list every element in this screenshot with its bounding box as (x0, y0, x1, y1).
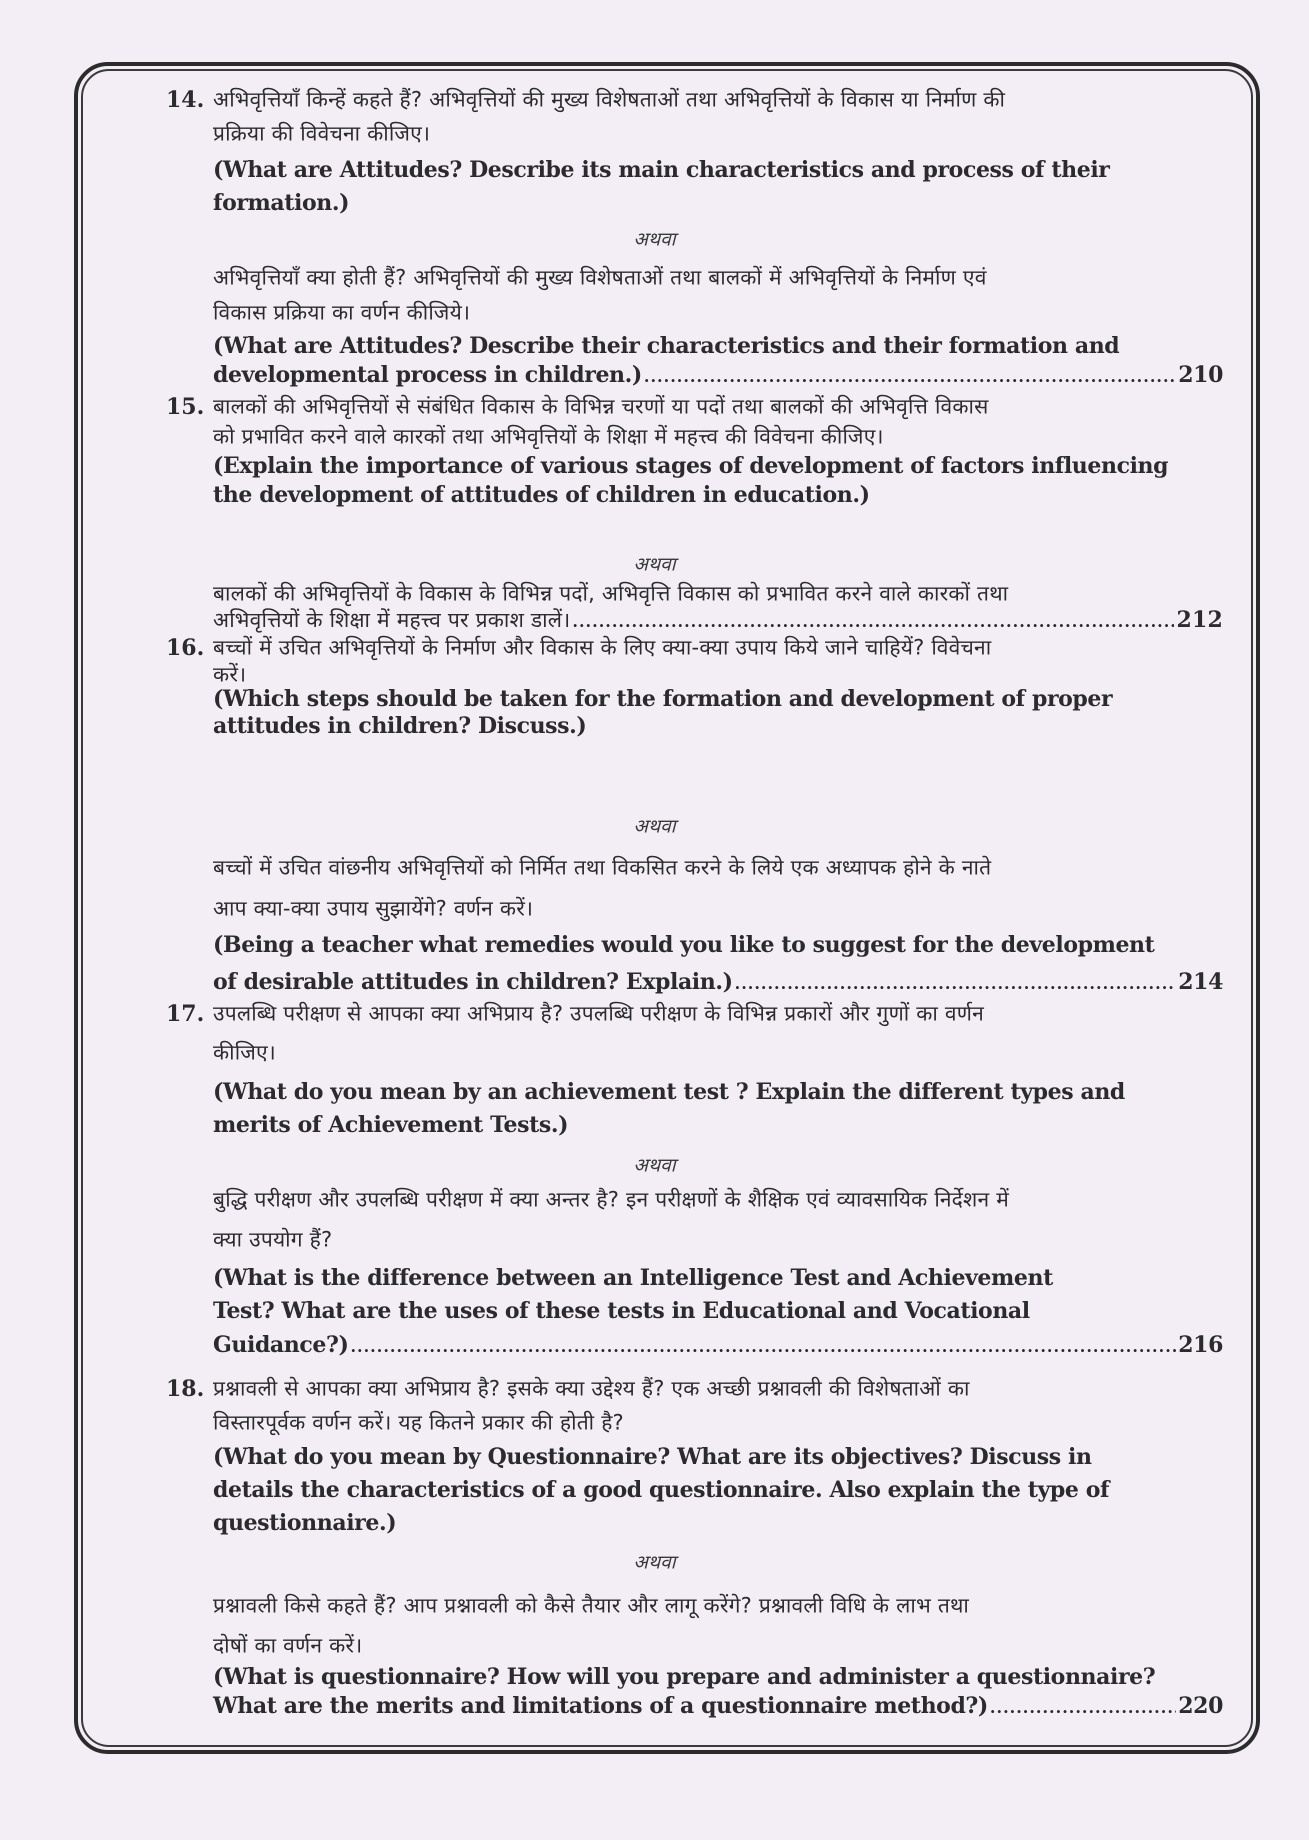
dot-leader (990, 1700, 1176, 1716)
or-separator: अथवा (633, 553, 676, 576)
question-hindi-line: विस्तारपूर्वक वर्णन करें। यह कितने प्रकार की होती है? (213, 1410, 624, 1435)
question-english-line: (What are Attitudes? Describe its main characteristics and process of their (213, 157, 1110, 183)
question-english-line: questionnaire.) (213, 1510, 397, 1536)
question-number: 16. (166, 635, 205, 661)
alt-hindi-line: अभिवृत्तियों के शिक्षा में महत्त्व पर प्रकाश डालें। (213, 608, 571, 632)
alt-english-line: of desirable attitudes in children? Explain.) (213, 969, 733, 995)
alt-english-line: (What is the difference between an Intelligence Test and Achievement (213, 1265, 1053, 1291)
question-hindi-line: कीजिए। (213, 1040, 276, 1065)
or-separator: अथवा (633, 1551, 676, 1574)
toc-entry-leader (213, 1695, 1223, 1717)
question-hindi-line: बालकों की अभिवृत्तियों से संबंधित विकास के विभिन्न चरणों या पदों तथा बालकों की अभिवृत्ति विकास (213, 394, 989, 419)
question-english-line: (Explain the importance of various stages of development of factors influencing (213, 453, 1169, 479)
question-english-line: (What do you mean by Questionnaire? What are its objectives? Discuss in (213, 1444, 1092, 1470)
or-separator: अथवा (633, 815, 676, 838)
toc-entry-leader (213, 364, 1223, 386)
question-number: 15. (166, 394, 205, 420)
dot-leader (572, 614, 1174, 630)
page-number: 212 (1176, 607, 1223, 633)
page-number: 220 (1178, 1693, 1223, 1719)
alt-hindi-line: बालकों की अभिवृत्तियों के विकास के विभिन्न पदों, अभिवृत्ति विकास को प्रभावित करने वाले कारकों तथा (213, 581, 1009, 606)
alt-hindi-line: बच्चों में उचित वांछनीय अभिवृत्तियों को निर्मित तथा विकसित करने के लिये एक अध्यापक होने के नाते (213, 855, 992, 880)
question-english-line: the development of attitudes of children in education.) (213, 482, 870, 508)
question-english-line: merits of Achievement Tests.) (213, 1112, 569, 1138)
alt-hindi-line: आप क्या-क्या उपाय सुझायेंगे? वर्णन करें। (213, 896, 534, 921)
or-separator: अथवा (633, 228, 676, 251)
alt-english-line: Guidance?) (213, 1332, 349, 1358)
page-number: 214 (1178, 969, 1223, 995)
page-number: 210 (1178, 362, 1223, 388)
dot-leader (350, 1339, 1176, 1355)
question-hindi-line: बच्चों में उचित अभिवृत्तियों के निर्माण और विकास के लिए क्या-क्या उपाय किये जाने चाहियें? विवेचना (213, 635, 992, 660)
question-hindi-line: अभिवृत्तियाँ किन्हें कहते हैं? अभिवृत्तियों की मुख्य विशेषताओं तथा अभिवृत्तियों के विकास या निर्माण की (213, 87, 1006, 112)
alt-english-line: (What are Attitudes? Describe their characteristics and their formation and (213, 333, 1120, 359)
question-english-line: (Which steps should be taken for the formation and development of proper (213, 686, 1113, 712)
toc-entry-leader (213, 1334, 1223, 1356)
question-number: 14. (166, 87, 205, 113)
question-number: 18. (166, 1376, 205, 1402)
question-hindi-line: उपलब्धि परीक्षण से आपका क्या अभिप्राय है? उपलब्धि परीक्षण के विभिन्न प्रकारों और गुणों का वर्णन (213, 1001, 985, 1026)
dot-leader (644, 369, 1176, 385)
toc-entry-leader (213, 971, 1223, 993)
question-hindi-line: प्रश्नावली से आपका क्या अभिप्राय है? इसके क्या उद्देश्य हैं? एक अच्छी प्रश्नावली की विशेषताओं का (213, 1376, 970, 1401)
alt-hindi-line: प्रश्नावली किसे कहते हैं? आप प्रश्नावली को कैसे तैयार और लागू करेंगे? प्रश्नावली विधि के लाभ तथा (213, 1593, 970, 1618)
alt-english-line: (What is questionnaire? How will you prepare and administer a questionnaire? (213, 1664, 1156, 1690)
question-english-line: attitudes in children? Discuss.) (213, 713, 587, 739)
question-english-line: (What do you mean by an achievement test ? Explain the different types and (213, 1079, 1125, 1105)
alt-english-line: What are the merits and limitations of a questionnaire method?) (213, 1693, 988, 1719)
or-separator: अथवा (633, 1154, 676, 1177)
question-hindi-line: प्रक्रिया की विवेचना कीजिए। (213, 121, 431, 146)
question-number: 17. (166, 1001, 205, 1027)
question-hindi-line: करें। (213, 662, 247, 687)
question-english-line: formation.) (213, 190, 350, 216)
alt-hindi-line: बुद्धि परीक्षण और उपलब्धि परीक्षण में क्या अन्तर है? इन परीक्षणों के शैक्षिक एवं व्यावसायिक निर्देशन में (213, 1187, 1009, 1212)
page-number: 216 (1178, 1332, 1223, 1358)
alt-english-line: developmental process in children.) (213, 362, 642, 388)
dot-leader (735, 976, 1177, 992)
alt-hindi-line: विकास प्रक्रिया का वर्णन कीजिये। (213, 300, 471, 325)
alt-english-line: (Being a teacher what remedies would you like to suggest for the development (213, 932, 1155, 958)
question-hindi-line: को प्रभावित करने वाले कारकों तथा अभिवृत्तियों के शिक्षा में महत्त्व की विवेचना कीजिए। (213, 424, 884, 449)
question-english-line: details the characteristics of a good questionnaire. Also explain the type of (213, 1477, 1110, 1503)
alt-hindi-line: क्या उपयोग हैं? (213, 1227, 333, 1252)
alt-english-line: Test? What are the uses of these tests in Educational and Vocational (213, 1298, 1030, 1324)
toc-entry-leader (213, 609, 1223, 631)
alt-hindi-line: अभिवृत्तियाँ क्या होती हैं? अभिवृत्तियों की मुख्य विशेषताओं तथा बालकों में अभिवृत्तियों के निर्माण एवं (213, 265, 987, 290)
alt-hindi-line: दोषों का वर्णन करें। (213, 1633, 363, 1658)
